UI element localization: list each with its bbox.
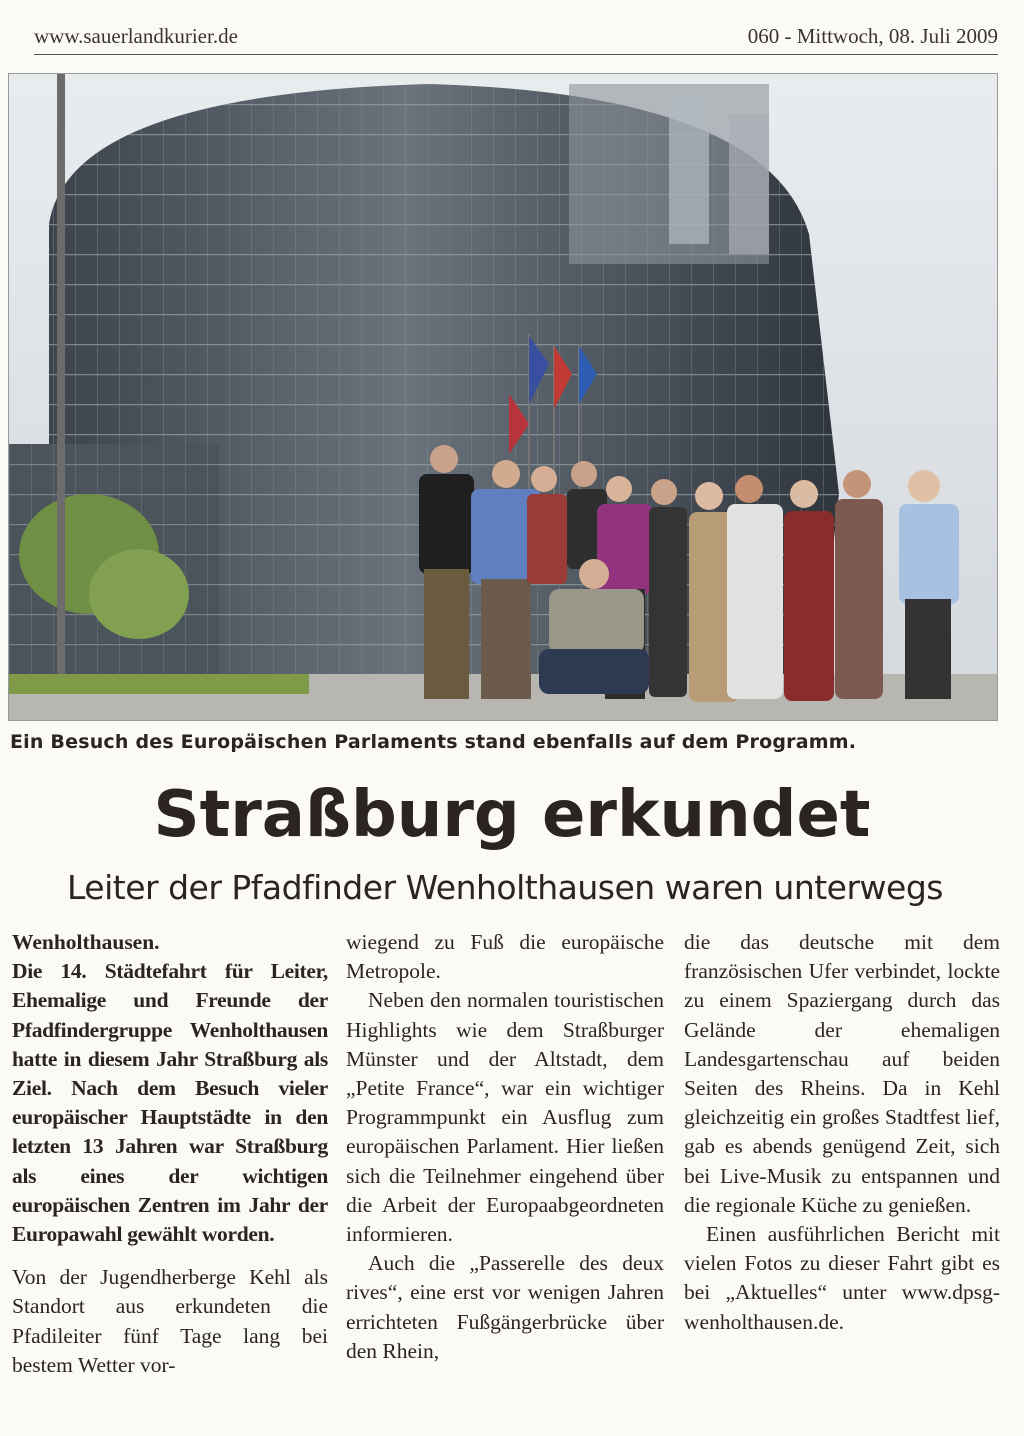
body-paragraph-4: Einen ausführlichen Bericht mit vielen Fotos zu dieser Fahrt gibt es bei „Aktuelles“ unter www.dpsg-wenholthausen.de. [684,1222,1000,1334]
article-column-3 [684,928,1000,1337]
dateline: Wenholthausen. [12,930,160,954]
body-paragraph-3: Auch die „Passerelle des deux rives“, eine erst vor wenigen Jahren errichteten Fußgängerbrücke über den Rhein, [346,1251,664,1363]
article-photo [8,73,998,721]
photo-caption: Ein Besuch des Europäischen Parlaments stand ebenfalls auf dem Programm. [10,731,857,753]
article-column-2 [346,928,664,1366]
headline: Straßburg erkundet [153,778,871,852]
issue-date: 060 - Mittwoch, 08. Juli 2009 [747,24,998,48]
lead-paragraph: Die 14. Städtefahrt für Leiter, Ehemalige und Freunde der Pfadfindergruppe Wenholthausen hatte in diesem Jahr Straßburg als Ziel. Nach dem Besuch vieler europäischer Hauptstädte in den letzten 13 Jahren war Straßburg als eines der wichtigen europäischen Zentren im Jahr der Europawahl gewählt worden. [12,959,328,1247]
article-column-1 [12,928,328,1380]
body-paragraph-2: Neben den normalen touristischen Highlights wie dem Straßburger Münster und der Altstadt, dem „Petite France“, war ein wichtiger Programmpunkt ein Ausflug zum europäischen Parlament. Hier ließen sich die Teilnehmer eingehend über die Arbeit der Europaabgeordneten informieren. [346,988,664,1247]
body-paragraph-1: Von der Jugendherberge Kehl als Standort aus erkundeten die Pfadileiter fünf Tage lang bei bestem Wetter vor- [12,1265,328,1377]
parliament-group-photo [9,74,997,720]
page-header [34,20,998,55]
subheadline: Leiter der Pfadfinder Wenholthausen waren unterwegs [67,868,943,907]
website-url: www.sauerlandkurier.de [34,24,238,48]
body-paragraph-3-continued: die das deutsche mit dem französischen Ufer verbindet, lockte zu einem Spaziergang durch das Gelände der ehemaligen Landesgartenschau auf beiden Seiten des Rheins. Da in Kehl gleichzeitig ein großes Stadtfest lief, gab es abends genügend Zeit, sich bei Live-Musik zu entspannen und die regionale Küche zu genießen. [684,930,1000,1217]
body-paragraph-1-continued: wiegend zu Fuß die europäische Metropole. [346,930,664,984]
